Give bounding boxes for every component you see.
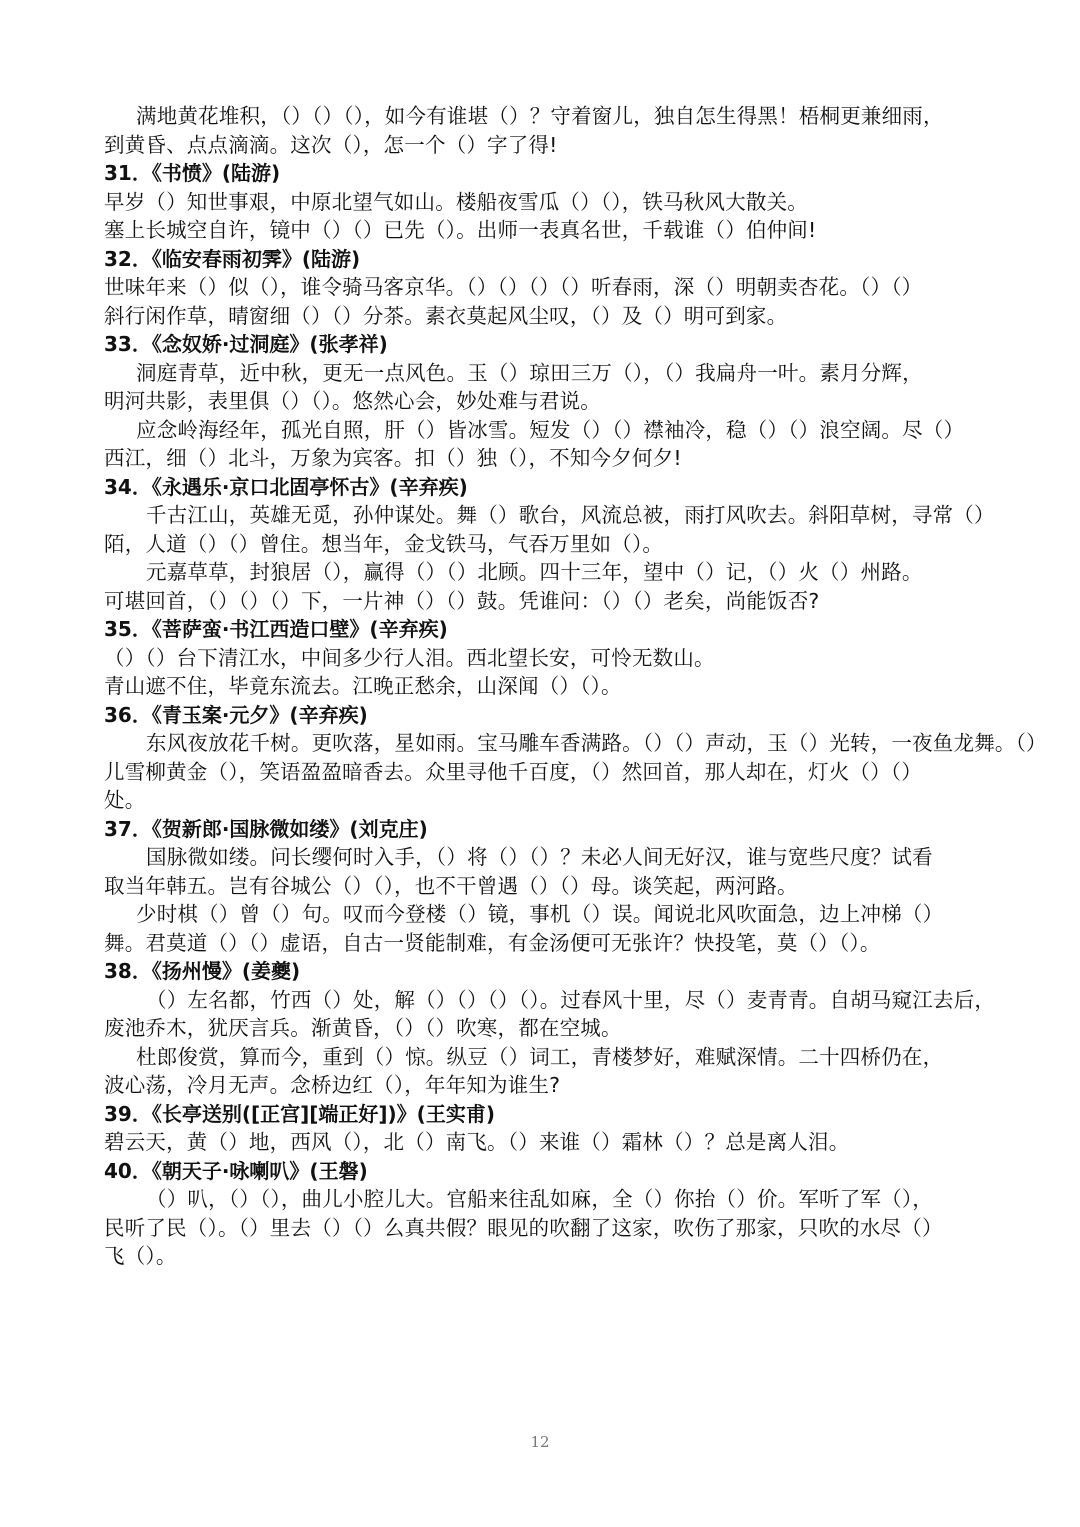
- text-line: （）左名都，竹西（）处，解（）（）（）（）。过春风十里，尽（）麦青青。自胡马窥江去后，: [146, 987, 996, 1012]
- poem-heading: 34．《永遇乐·京口北固亭怀古》(辛弃疾): [104, 474, 468, 499]
- text-line: 塞上长城空自许，镜中（）（）已先（）。出师一表真名世，千载谁（）伯仲间!: [104, 218, 817, 242]
- text-line: 千古江山，英雄无觅，孙仲谋处。舞（）歌台，风流总被，雨打风吹去。斜阳草树，寻常（）: [146, 503, 995, 527]
- text-line: （）叭，（）（），曲儿小腔儿大。官船来往乱如麻，全（）你抬（）价。军听了军（），: [146, 1187, 933, 1211]
- text-line: 应念岭海经年，孤光自照，肝（）皆冰雪。短发（）（）襟袖冷，稳（）（）浪空阔。尽（）: [136, 417, 965, 442]
- text-line: 青山遮不住，毕竟东流去。江晚正愁余，山深闻（）（）。: [104, 674, 622, 698]
- text-line: 洞庭青草，近中秋，更无一点风色。玉（）琼田三万（），（）我扁舟一叶。素月分辉，: [136, 360, 923, 385]
- poem-heading: 32．《临安春雨初霁》(陆游): [104, 246, 361, 271]
- text-line: 斜行闲作草，晴窗细（）（）分茶。素衣莫起风尘叹，（）及（）明可到家。: [104, 303, 788, 328]
- text-line: 民听了民（）。（）里去（）（）么真共假？眼见的吹翻了这家，吹伤了那家，只吹的水尽（）: [104, 1215, 943, 1240]
- poem-heading: 36．《青玉案·元夕》(辛弃疾): [104, 702, 368, 727]
- text-line: 东风夜放花千树。更吹落，星如雨。宝马雕车香满路。（）（）声动，玉（）光转，一夜鱼龙舞。（）: [146, 731, 1047, 755]
- text-line: 陌，人道（）（）曾住。想当年，金戈铁马，气吞万里如（）。: [104, 531, 664, 556]
- text-line: 满地黄花堆积，（）（）（），如今有谁堪（）？守着窗儿，独自怎生得黑！梧桐更兼细雨，: [136, 104, 944, 128]
- poem-heading: 40．《朝天子·咏喇叭》(王磐): [104, 1158, 368, 1183]
- poem-heading: 37．《贺新郎·国脉微如缕》(刘克庄): [104, 816, 428, 841]
- text-line: （）（）台下清江水，中间多少行人泪。西北望长安，可怜无数山。: [104, 645, 715, 670]
- text-line: 可堪回首，（）（）（）下，一片神（）（）鼓。凭谁问：（）（）老矣，尚能饭否?: [104, 588, 820, 613]
- text-line: 处。: [104, 788, 146, 812]
- text-line: 早岁（）知世事艰，中原北望气如山。楼船夜雪瓜（）（），铁马秋风大散关。: [104, 189, 808, 214]
- text-line: 明河共影，表里俱（）（）。悠然心会，妙处难与君说。: [104, 389, 601, 413]
- text-line: 飞（）。: [104, 1244, 177, 1268]
- poem-heading: 38．《扬州慢》(姜夔): [104, 959, 301, 983]
- text-line: 元嘉草草，封狼居（），赢得（）（）北顾。四十三年，望中（）记，（）火（）州路。: [146, 560, 923, 584]
- text-line: 波心荡，冷月无声。念桥边红（），年年知为谁生?: [104, 1073, 561, 1097]
- text-line: 到黄昏、点点滴滴。这次（），怎一个（）字了得!: [104, 132, 558, 157]
- text-line: 国脉微如缕。问长缨何时入手，（）将（）（）？未必人间无好汉，谁与宽些尺度？试看: [146, 845, 933, 869]
- page-number: 12: [530, 1433, 550, 1451]
- text-line: 废池乔木，犹厌言兵。渐黄昏，（）（）吹寒，都在空城。: [104, 1016, 622, 1040]
- worksheet-content: [104, 102, 1047, 1271]
- text-line: 西江，细（）北斗，万象为宾客。扣（）独（），不知今夕何夕!: [104, 446, 682, 470]
- poem-heading: 33．《念奴娇·过洞庭》(张孝祥): [104, 332, 388, 356]
- text-line: 世味年来（）似（），谁令骑马客京华。（）（）（）（）听春雨，深（）明朝卖杏花。（）（）: [104, 275, 923, 299]
- poem-heading: 35．《菩萨蛮·书江西造口壁》(辛弃疾): [104, 617, 448, 641]
- text-line: 儿雪柳黄金（），笑语盈盈暗香去。众里寻他千百度，（）然回首，那人却在，灯火（）（）: [104, 759, 922, 784]
- text-line: 碧云天，黄（）地，西风（），北（）南飞。（）来谁（）霜林（）？总是离人泪。: [104, 1130, 850, 1154]
- poem-heading: 39．《长亭送别([正宫][端正好])》(王实甫): [104, 1101, 495, 1126]
- text-line: 少时棋（）曾（）句。叹而今登楼（）镜，事机（）误。闻说北风吹面急，边上冲梯（）: [136, 902, 944, 926]
- text-line: 舞。君莫道（）（）虚语，自古一贤能制难，有金汤便可无张许？快投笔，莫（）（）。: [104, 930, 881, 955]
- text-line: 杜郎俊赏，算而今，重到（）惊。纵豆（）词工，青楼梦好，难赋深情。二十四桥仍在，: [136, 1044, 944, 1069]
- poem-heading: 31．《书愤》(陆游): [104, 161, 281, 185]
- text-line: 取当年韩五。岂有谷城公（）（），也不干曾遇（）（）母。谈笑起，两河路。: [104, 873, 798, 898]
